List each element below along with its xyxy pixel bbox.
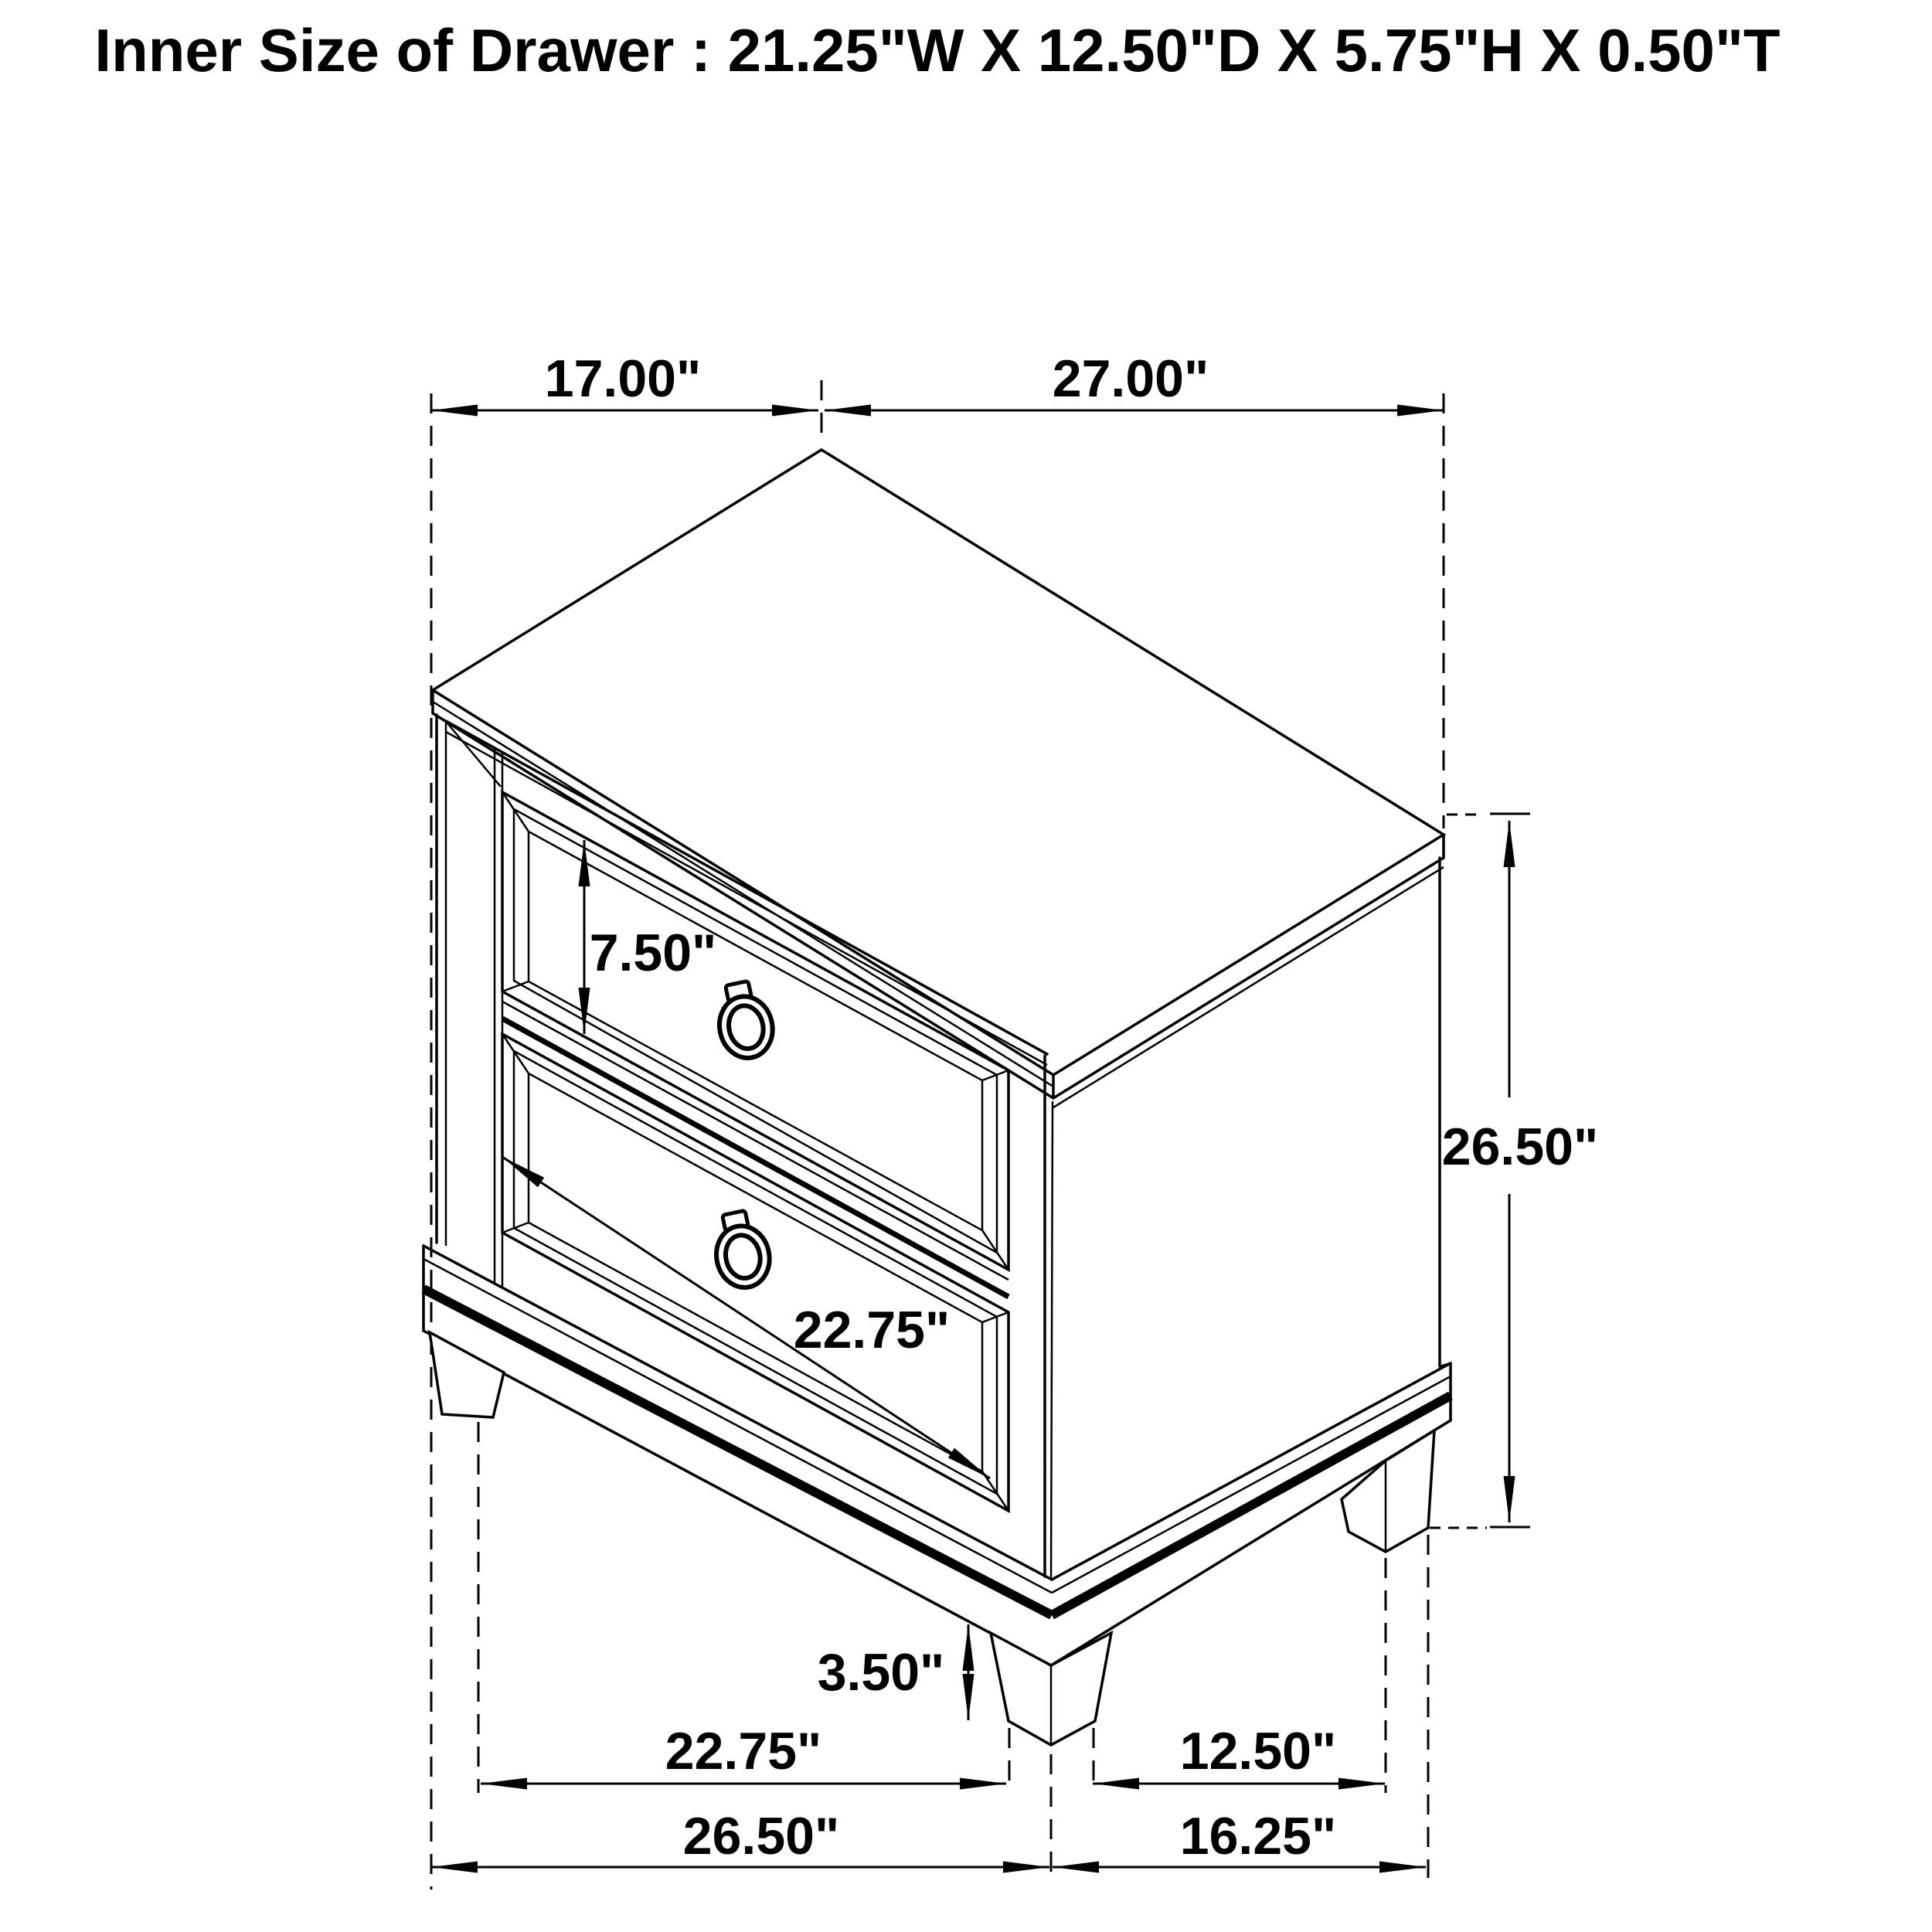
dim-label-top-width: 27.00" xyxy=(1052,349,1209,408)
dim-label-bottom-front-span: 22.75" xyxy=(665,1722,822,1781)
dim-label-drawer-width: 22.75" xyxy=(793,1301,951,1359)
dim-label-drawer-height: 7.50" xyxy=(589,923,717,982)
dim-label-bottom-side-inner: 12.50" xyxy=(1179,1722,1337,1781)
page-title: Inner Size of Drawer : 21.25"W X 12.50"D X 5.75"H X 0.50"T xyxy=(94,16,1781,84)
dim-label-leg-height: 3.50" xyxy=(817,1643,945,1702)
dim-label-bottom-front-overall: 26.50" xyxy=(682,1807,840,1866)
dim-label-overall-height: 26.50" xyxy=(1441,1117,1599,1176)
dim-label-bottom-side-overall: 16.25" xyxy=(1179,1807,1337,1866)
dim-label-top-depth: 17.00" xyxy=(544,349,702,408)
